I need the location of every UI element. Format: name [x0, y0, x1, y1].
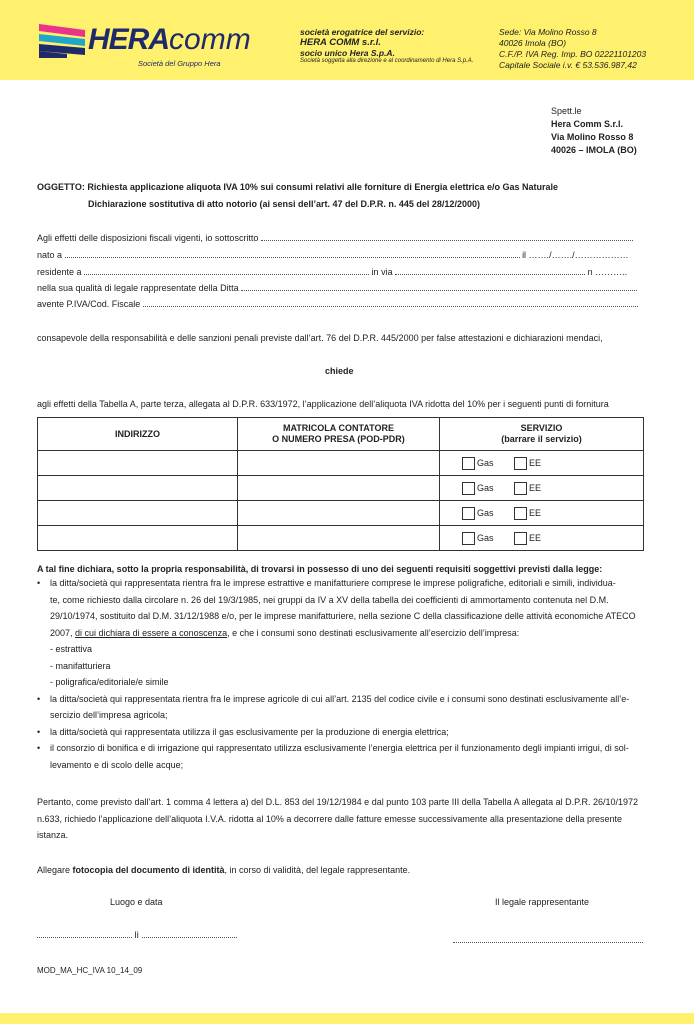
gas-checkbox[interactable] — [462, 482, 475, 495]
luogo-data-field[interactable]: lì — [37, 930, 237, 940]
tabella-intro: agli effetti della Tabella A, parte terza, allegata al D.P.R. 633/1972, l’applicazione dell’aliquota IVA ridotta del 10% per i seguenti punti di fornitura — [37, 399, 609, 409]
allegare-text: Allegare fotocopia del documento di identità, in corso di validità, del legale rappresentante. — [37, 865, 411, 875]
header-address-block: Sede: Via Molino Rosso 8 40026 Imola (BO) C.F./P. IVA Reg. Imp. BO 02221101203 Capitale Sociale i.v. € 53.536.987,42 — [499, 27, 647, 70]
col-matricola: MATRICOLA CONTATORE O NUMERO PRESA (POD-PDR) — [237, 418, 439, 451]
list-item: • la ditta/società qui rappresentata utilizza il gas esclusivamente per la produzione di energia elettrica; — [37, 724, 649, 741]
ee-checkbox[interactable] — [514, 532, 527, 545]
consapevole-text: consapevole della responsabilità e delle sanzioni penali previste dall’art. 76 del D.P.R. 445/2000 per false attestazioni e dichiarazioni mendaci, — [37, 333, 603, 343]
indirizzo-cell[interactable] — [38, 451, 238, 476]
servizio-cell: Gas EE — [440, 501, 644, 526]
gas-checkbox[interactable] — [462, 532, 475, 545]
col-indirizzo: INDIRIZZO — [38, 418, 238, 451]
list-item: • la ditta/società qui rappresentata rientra fra le imprese estrattive e manifatturiere comprese le imprese poligrafiche, editoriali e simili, individua- te, come richiesto dalla circolare n. 26 del 19/3/1985, nei gruppi da IV a XV della tabella dei coefficienti di ammortamento contenuta nel D.M. 29/10/1974, sostituito dal D.M. 31/12/1988 e/o, per le imprese manifatturiere, nella sezione C della classificazione delle attività economiche ATECO 2007, di cui dichiara di essere a conoscenza, e che i consumi sono destinati esclusivamente all’esercizio dell’impresa: - estrattiva - manifatturiera - poligrafica/editoriale/e simile — [37, 575, 649, 691]
servizio-cell: Gas EE — [440, 526, 644, 551]
indirizzo-cell[interactable] — [38, 501, 238, 526]
matricola-cell[interactable] — [237, 451, 439, 476]
luogo-input[interactable] — [37, 937, 132, 938]
bullet-icon: • — [37, 743, 41, 753]
list-item: • la ditta/società qui rappresentata rientra fra le imprese agricole di cui all’art. 2135 del codice civile e i consumi sono destinati esclusivamente all’e- sercizio dell’impresa agricola; — [37, 691, 649, 724]
ditta-input[interactable] — [241, 290, 637, 291]
piva-input[interactable] — [143, 306, 638, 307]
table-row — [38, 451, 644, 476]
luogo-data-label: Luogo e data — [110, 897, 163, 907]
ee-checkbox[interactable] — [514, 507, 527, 520]
chiede-heading: chiede — [325, 366, 354, 376]
bullet-icon: • — [37, 578, 41, 588]
signature-field[interactable] — [453, 930, 643, 948]
ee-checkbox[interactable] — [514, 457, 527, 470]
field-piva[interactable]: avente P.IVA/Cod. Fiscale — [37, 299, 638, 309]
matricola-cell[interactable] — [237, 526, 439, 551]
via-input[interactable] — [395, 274, 585, 275]
field-residente[interactable]: residente a in via n ……….. — [37, 267, 628, 277]
requirements-list — [37, 575, 649, 773]
gas-checkbox[interactable] — [462, 457, 475, 470]
pertanto-paragraph: Pertanto, come previsto dall’art. 1 comma 4 lettera a) del D.L. 853 del 19/12/1984 e dal punto 103 parte III della Tabella A allegata al D.P.R. 26/10/1972 n.633, richiedo l’applicazione dell’aliquota I.V.A. ridotta al 10% a decorrere dalle fatture emesse successivamente alla presentazione della presente istanza. — [37, 797, 639, 840]
residente-input[interactable] — [84, 274, 369, 275]
bullet-icon: • — [37, 693, 41, 704]
civic-number-input[interactable]: n ……….. — [587, 267, 628, 277]
logo-tagline: Società del Gruppo Hera — [138, 59, 221, 68]
data-input[interactable] — [142, 937, 237, 938]
nato-input[interactable] — [65, 257, 520, 258]
table-row — [38, 476, 644, 501]
bullet-icon: • — [37, 726, 41, 737]
logo-wordmark: HERAcomm — [88, 23, 251, 56]
legale-label: Il legale rappresentante — [495, 897, 590, 907]
recipient-block: Spett.le Hera Comm S.r.l. Via Molino Rosso 8 40026 – IMOLA (BO) — [551, 106, 637, 155]
header-company-block: società erogatrice del servizio: HERA COMM s.r.l. socio unico Hera S.p.A. Società soggetta alla direzione e al coordinamento di Hera S.p.A. — [300, 27, 474, 64]
field-ditta[interactable]: nella sua qualità di legale rappresentate della Ditta — [37, 283, 637, 293]
subject-line-2: Dichiarazione sostitutiva di atto notorio (ai sensi dell’art. 47 del D.P.R. n. 445 del 28/12/2000) — [88, 199, 480, 209]
form-code: MOD_MA_HC_IVA 10_14_09 — [37, 966, 143, 975]
ee-checkbox[interactable] — [514, 482, 527, 495]
servizio-cell: Gas EE — [440, 451, 644, 476]
table-row — [38, 526, 644, 551]
field-sottoscritto[interactable]: Agli effetti delle disposizioni fiscali vigenti, io sottoscritto — [37, 233, 644, 243]
sottoscritto-input[interactable] — [261, 240, 633, 241]
birth-date-input[interactable]: il ……./……./……………… — [522, 250, 629, 260]
servizio-cell: Gas EE — [440, 476, 644, 501]
supply-points-table — [37, 417, 644, 551]
list-item: • il consorzio di bonifica e di irrigazione qui rappresentato utilizza esclusivamente l’energia elettrica per il funzionamento degli impianti irrigui, di sol- levamento e di scolo delle acque; — [37, 740, 649, 773]
subject-line-1: OGGETTO: Richiesta applicazione aliquota IVA 10% sui consumi relativi alle forniture di Energia elettrica e/o Gas Naturale — [37, 182, 558, 192]
matricola-cell[interactable] — [237, 476, 439, 501]
gas-checkbox[interactable] — [462, 507, 475, 520]
hera-logo-icon — [37, 20, 89, 60]
dichiara-heading: A tal fine dichiara, sotto la propria responsabilità, di trovarsi in possesso di uno dei seguenti requisiti soggettivi previsti dalla legge: — [37, 564, 603, 574]
table-row — [38, 501, 644, 526]
matricola-cell[interactable] — [237, 501, 439, 526]
signature-input[interactable] — [453, 932, 643, 943]
field-nato[interactable]: nato a il ……./……./……………… — [37, 250, 629, 260]
indirizzo-cell[interactable] — [38, 476, 238, 501]
indirizzo-cell[interactable] — [38, 526, 238, 551]
footer-band — [0, 1013, 694, 1024]
col-servizio: SERVIZIO (barrare il servizio) — [440, 418, 644, 451]
table-header-row — [38, 418, 644, 451]
